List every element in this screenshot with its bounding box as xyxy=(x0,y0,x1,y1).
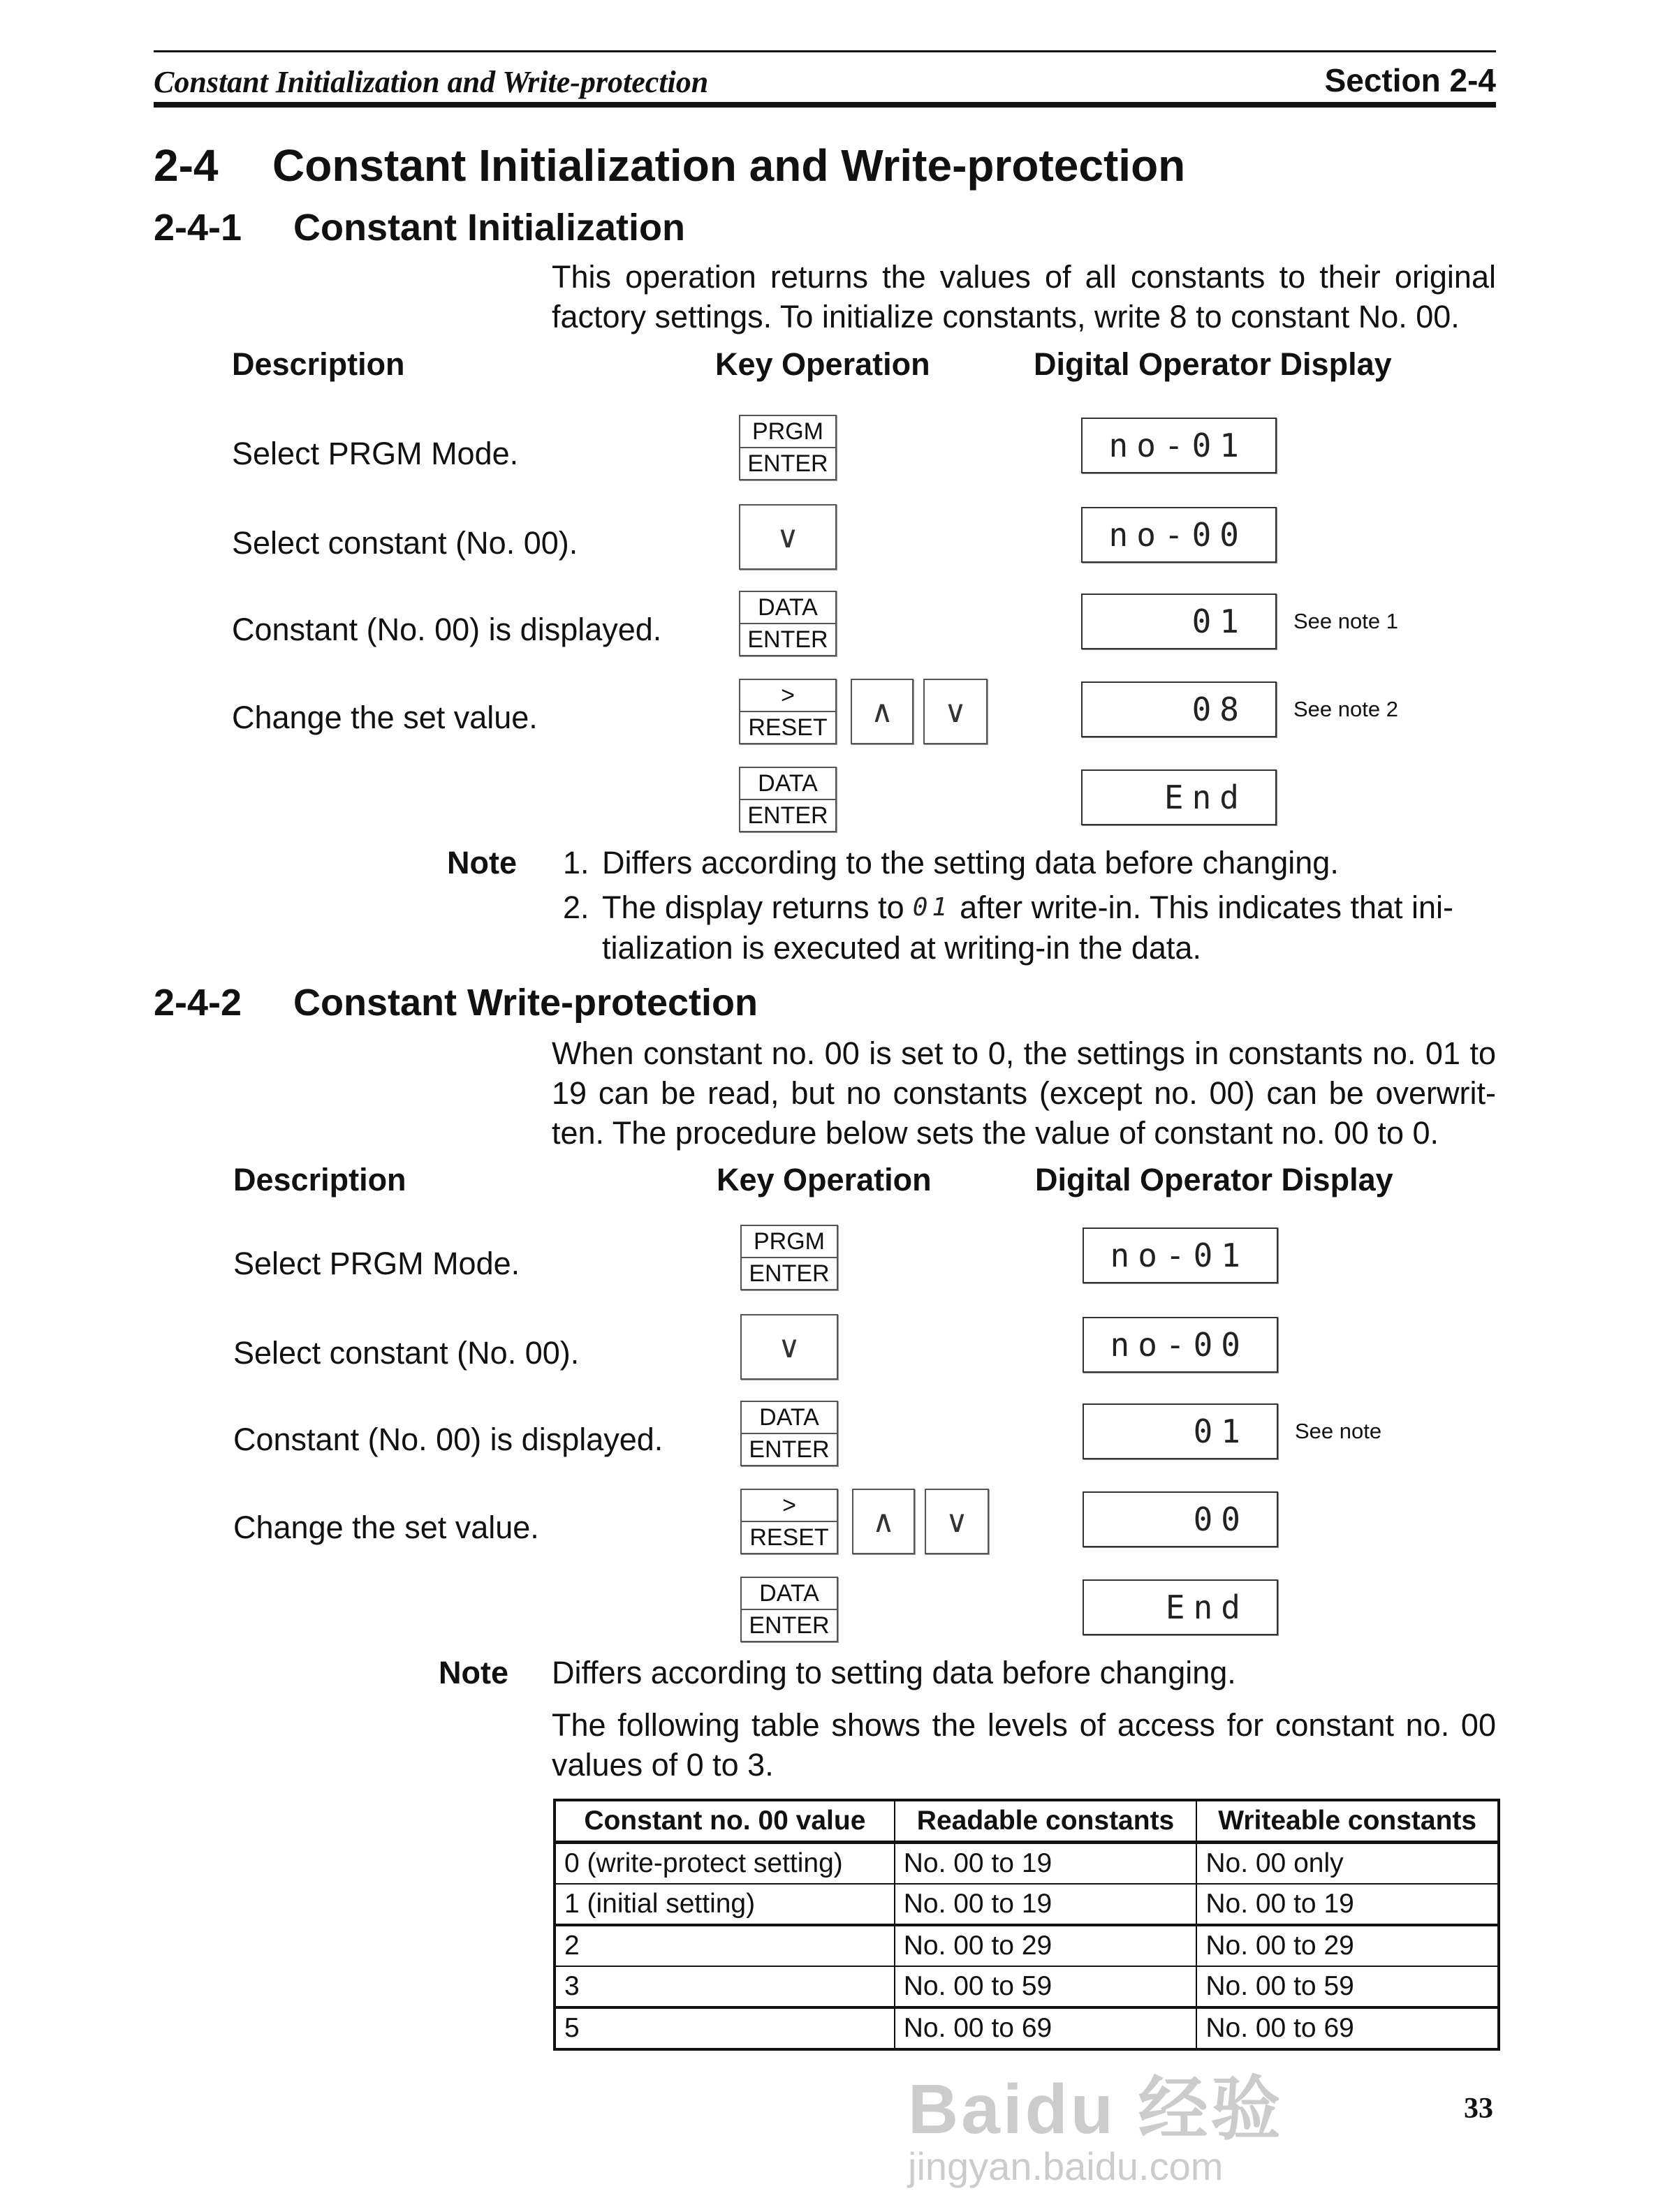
enter-key-button[interactable] xyxy=(739,415,837,480)
subsection-number: 2-4-2 xyxy=(154,982,242,1024)
chevron-down-icon: ∨ xyxy=(944,693,967,730)
table-cell: 5 xyxy=(555,2007,895,2049)
enter-key-button[interactable] xyxy=(739,591,837,656)
reset-key-button[interactable] xyxy=(739,679,837,744)
chevron-up-icon: ∧ xyxy=(870,693,894,730)
column-header-display: Digital Operator Display xyxy=(1035,1162,1393,1197)
display-value: no-00 xyxy=(1108,516,1247,554)
note-label: Note xyxy=(439,1655,508,1690)
display-value: 01 xyxy=(1191,603,1247,640)
note-text: Differs according to the setting data before changing. xyxy=(602,845,1339,880)
table-cell: 3 xyxy=(555,1966,895,2007)
paragraph-line: values of 0 to 3. xyxy=(552,1747,774,1783)
key-label-top: > xyxy=(782,1491,796,1519)
note-number: 2. xyxy=(563,890,589,925)
table-cell: No. 00 to 69 xyxy=(1196,2007,1499,2049)
step-description: Change the set value. xyxy=(232,700,538,735)
key-label-bottom: ENTER xyxy=(742,1257,837,1289)
table-cell: No. 00 only xyxy=(1196,1843,1499,1885)
table-cell: 1 (initial setting) xyxy=(555,1884,895,1925)
chevron-down-icon: ∨ xyxy=(776,519,800,555)
display-value: 01 xyxy=(1193,1413,1249,1450)
table-cell: No. 00 to 19 xyxy=(895,1843,1197,1885)
key-label-top: DATA xyxy=(758,593,818,621)
section-number: 2-4 xyxy=(154,140,219,191)
note-text-part: The display returns to xyxy=(602,890,904,925)
operator-display xyxy=(1083,1317,1278,1373)
display-value: End xyxy=(1165,1588,1249,1626)
watermark-url: jingyan.baidu.com xyxy=(908,2144,1224,2188)
subsection-title: Constant Initialization xyxy=(293,207,685,249)
paragraph-line: The following table shows the levels of access for constant no. 00 xyxy=(552,1707,1496,1743)
column-header: Readable constants xyxy=(895,1800,1197,1843)
chevron-down-icon: ∨ xyxy=(777,1329,801,1365)
column-header-key: Key Operation xyxy=(717,1162,932,1197)
key-label-bottom: RESET xyxy=(742,1521,837,1553)
see-note-label: See note 1 xyxy=(1293,609,1398,633)
paragraph-line: 19 can be read, but no constants (except no. 00) can be overwrit- xyxy=(552,1075,1496,1111)
step-description: Constant (No. 00) is displayed. xyxy=(232,612,662,647)
up-key-button[interactable] xyxy=(852,1489,915,1554)
operator-display xyxy=(1083,1491,1278,1547)
table-cell: No. 00 to 59 xyxy=(1196,1966,1499,2007)
inline-display-value: 01 xyxy=(912,893,952,922)
note-text: tialization is executed at writing-in the data. xyxy=(602,930,1201,966)
table-row xyxy=(555,1925,1499,1966)
key-label-bottom: ENTER xyxy=(740,447,835,479)
down-key-button[interactable] xyxy=(739,504,837,570)
table-intro-paragraph xyxy=(552,1705,1496,1785)
subsection-title: Constant Write-protection xyxy=(293,982,758,1024)
note-text xyxy=(602,888,1453,927)
see-note-label: See note xyxy=(1295,1419,1382,1443)
key-label-bottom: ENTER xyxy=(740,623,835,655)
table-cell: No. 00 to 59 xyxy=(895,1966,1197,2007)
enter-key-button[interactable] xyxy=(740,1577,838,1642)
display-value: 08 xyxy=(1191,691,1247,728)
key-label-top: PRGM xyxy=(754,1227,825,1255)
running-header-section: Section 2-4 xyxy=(1324,62,1496,98)
up-key-button[interactable] xyxy=(851,679,914,744)
key-label-top: DATA xyxy=(758,769,818,797)
column-header-display: Digital Operator Display xyxy=(1034,346,1392,382)
table-cell: No. 00 to 69 xyxy=(895,2007,1197,2049)
display-value: no-00 xyxy=(1110,1326,1249,1364)
down-key-button[interactable] xyxy=(923,679,988,744)
down-key-button[interactable] xyxy=(740,1314,838,1380)
paragraph-line: When constant no. 00 is set to 0, the settings in constants no. 01 to xyxy=(552,1035,1496,1071)
key-label-bottom: ENTER xyxy=(742,1609,837,1641)
running-header-title: Constant Initialization and Write-protection xyxy=(154,65,709,99)
table-row xyxy=(555,1843,1499,1885)
key-label-bottom: ENTER xyxy=(742,1433,837,1465)
step-description: Constant (No. 00) is displayed. xyxy=(233,1422,663,1457)
table-cell: No. 00 to 29 xyxy=(1196,1925,1499,1966)
operator-display xyxy=(1083,1579,1278,1635)
intro-paragraph xyxy=(552,1033,1496,1153)
chevron-down-icon: ∨ xyxy=(945,1503,969,1540)
enter-key-button[interactable] xyxy=(740,1401,838,1466)
access-level-table xyxy=(553,1799,1500,2051)
note-label: Note xyxy=(447,845,517,880)
step-description: Select PRGM Mode. xyxy=(232,436,519,471)
see-note-label: See note 2 xyxy=(1293,697,1398,721)
note-text: Differs according to setting data before changing. xyxy=(552,1655,1236,1690)
key-label-bottom: ENTER xyxy=(740,799,835,831)
table-row xyxy=(555,1966,1499,2007)
table-cell: No. 00 to 29 xyxy=(895,1925,1197,1966)
enter-key-button[interactable] xyxy=(740,1225,838,1290)
key-label-top: > xyxy=(781,681,795,709)
operator-display xyxy=(1083,1403,1278,1459)
display-value: no-01 xyxy=(1110,1237,1249,1274)
key-label-top: DATA xyxy=(759,1579,819,1607)
subsection-number: 2-4-1 xyxy=(154,207,242,249)
note-number: 1. xyxy=(563,845,589,880)
operator-display xyxy=(1081,418,1277,473)
column-header: Writeable constants xyxy=(1196,1800,1499,1843)
header-rule-top xyxy=(154,50,1496,52)
step-description: Select constant (No. 00). xyxy=(232,525,578,561)
column-header: Constant no. 00 value xyxy=(555,1800,895,1843)
table-row xyxy=(555,1884,1499,1925)
operator-display xyxy=(1081,769,1277,825)
display-value: End xyxy=(1164,779,1247,816)
key-label-top: DATA xyxy=(759,1403,819,1431)
down-key-button[interactable] xyxy=(925,1489,989,1554)
column-header-description: Description xyxy=(233,1162,406,1197)
paragraph-line: ten. The procedure below sets the value of constant no. 00 to 0. xyxy=(552,1115,1439,1151)
paragraph-line: This operation returns the values of all constants to their original xyxy=(552,259,1496,295)
table-cell: No. 00 to 19 xyxy=(895,1884,1197,1925)
operator-display xyxy=(1081,681,1277,737)
step-description: Select constant (No. 00). xyxy=(233,1335,580,1371)
key-label-bottom: RESET xyxy=(740,711,835,743)
column-header-key: Key Operation xyxy=(715,346,930,382)
table-cell: 0 (write-protect setting) xyxy=(555,1843,895,1885)
operator-display xyxy=(1081,593,1277,649)
note-text-part: after write-in. This indicates that ini- xyxy=(960,890,1454,925)
table-row xyxy=(555,2007,1499,2049)
operator-display xyxy=(1083,1227,1278,1283)
step-description: Select PRGM Mode. xyxy=(233,1246,520,1281)
column-header-description: Description xyxy=(232,346,405,382)
enter-key-button[interactable] xyxy=(739,767,837,832)
intro-paragraph xyxy=(552,257,1496,337)
table-cell: No. 00 to 19 xyxy=(1196,1884,1499,1925)
chevron-up-icon: ∧ xyxy=(872,1503,895,1540)
key-label-top: PRGM xyxy=(752,418,823,445)
page-number: 33 xyxy=(1464,2093,1493,2125)
display-value: 00 xyxy=(1193,1501,1249,1538)
table-header-row xyxy=(555,1800,1499,1843)
display-value: no-01 xyxy=(1108,427,1247,464)
reset-key-button[interactable] xyxy=(740,1489,838,1554)
section-title: Constant Initialization and Write-protection xyxy=(272,140,1186,191)
table-cell: 2 xyxy=(555,1925,895,1966)
watermark-logo: Baidu 经验 xyxy=(908,2070,1284,2148)
header-rule-bottom xyxy=(154,102,1496,108)
step-description: Change the set value. xyxy=(233,1510,539,1545)
paragraph-line: factory settings. To initialize constants, write 8 to constant No. 00. xyxy=(552,299,1460,334)
operator-display xyxy=(1081,507,1277,563)
